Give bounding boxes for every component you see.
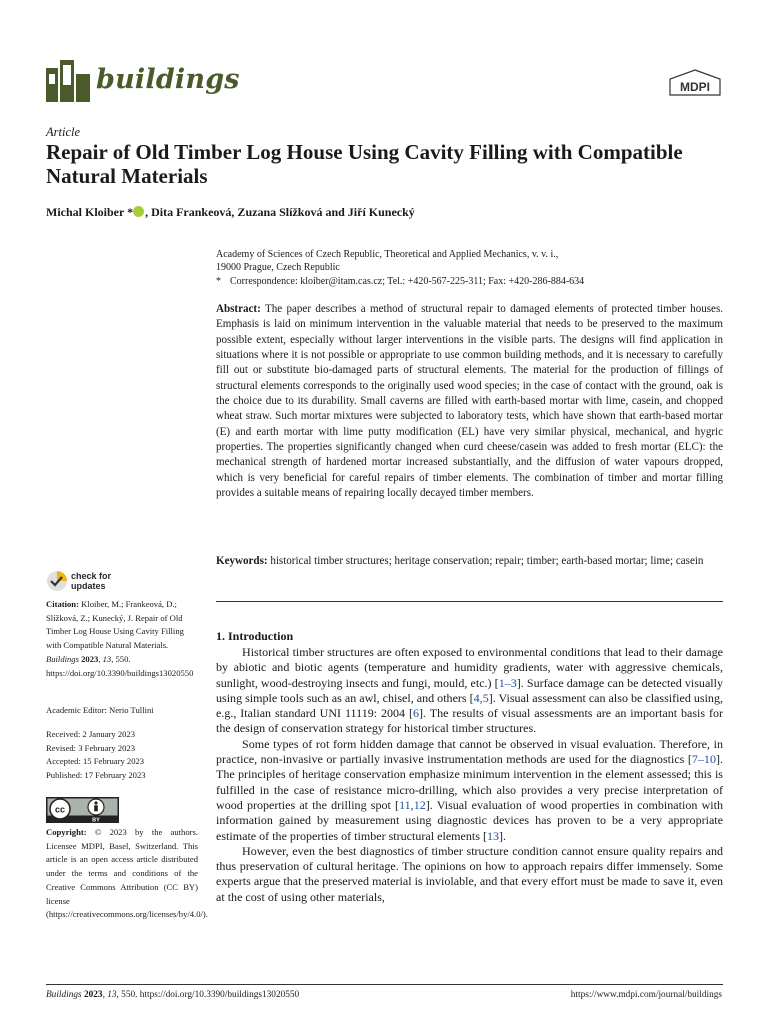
affiliation-block	[216, 248, 726, 288]
keywords-text: historical timber structures; heritage conservation; repair; timber; earth-based mortar; lime; casein	[270, 555, 704, 567]
intro-paragraph-2	[216, 737, 723, 844]
affiliation-line-2: 19000 Prague, Czech Republic	[216, 262, 340, 274]
date-revised: Revised: 3 February 2023	[46, 742, 136, 753]
footer-journal: Buildings	[46, 990, 82, 1000]
correspondence-line	[216, 275, 726, 288]
citation-link[interactable]: 11,12	[399, 797, 426, 812]
date-received: Received: 2 January 2023	[46, 729, 136, 739]
author-rest: , Dita Frankeová, Zuzana Slížková and Jiří Kunecký	[145, 205, 415, 219]
cc-by-license-icon[interactable]	[46, 797, 119, 823]
footer-journal-url[interactable]: https://www.mdpi.com/journal/buildings	[570, 990, 722, 1000]
article-title: Repair of Old Timber Log House Using Cavity Filling with Compatible Natural Materials	[46, 140, 683, 188]
keywords-label: Keywords:	[216, 555, 268, 567]
citation-text: Kloiber, M.; Frankeová, D.; Slížková, Z.; Kunecký, J. Repair of Old Timber Log House Using Cavity Filling with Compatible Natural Materials.	[46, 599, 184, 651]
citation-link[interactable]: 4,5	[473, 690, 489, 705]
corr-mark: *	[216, 275, 221, 287]
p2-text-d: ].	[499, 828, 507, 843]
citation-link[interactable]: 1–3	[498, 675, 517, 690]
check-updates-line-2: updates	[71, 581, 106, 591]
abstract	[216, 302, 723, 501]
citation-volume: 13	[102, 653, 112, 664]
introduction-section	[216, 629, 723, 905]
intro-paragraph-1	[216, 645, 723, 737]
introduction-body	[216, 645, 723, 905]
mdpi-logo-icon	[668, 69, 722, 97]
svg-text:cc: cc	[54, 804, 66, 815]
buildings-logo-icon	[46, 60, 90, 102]
p1-text-b: ]. Surface damage can be detected visually using simple tools such as an awl, chisel, and others [	[216, 675, 724, 705]
p2-text-a: Some types of rot form hidden damage that cannot be observed in visual evaluation. Therefore, in practice, non-invasive or partially invasive instrumentation methods are used for the diagnostics [	[216, 736, 723, 767]
p1-text-d: ]. The results of visual assessments are an important basis for the design of conservation strategy for historical timber structures.	[216, 706, 724, 736]
citation-journal: Buildings	[46, 653, 79, 664]
journal-header	[46, 60, 722, 106]
author-first: Michal Kloiber *	[46, 205, 134, 219]
footer-year: 2023	[83, 990, 103, 1000]
citation-block: Citation: Kloiber, M.; Frankeová, D.; Slížková, Z.; Kunecký, J. Repair of Old Timber Log House Using Cavity Filling with Compatible Natural Materials. Buildings 2023, 13, 550. https://doi.org/10.3390/buildings13020550	[46, 599, 194, 678]
check-for-updates-badge[interactable]	[46, 570, 166, 592]
intro-paragraph-3: However, even the best diagnostics of timber structure condition cannot ensure quality repairs and thus preservation of cultural heritage. The opinions on how to approach repairs differ immensely. Some experts argue that the preserved material is inviolable, and that every effort must be made to save it, even at the cost of using other materials,	[216, 843, 723, 904]
author-list	[46, 205, 726, 220]
p1-text-c: ]. Visual assessment can also be classified using, e.g., Italian standard UNI 11119: 2004 [	[216, 690, 723, 721]
journal-name: buildings	[96, 64, 240, 95]
citation-label: Citation:	[46, 599, 79, 609]
check-updates-text	[71, 571, 111, 591]
citation-link[interactable]: 13	[486, 828, 500, 843]
publication-dates	[46, 728, 198, 783]
mdpi-logo-text: MDPI	[680, 80, 710, 94]
abstract-text: The paper describes a method of structural repair to damaged elements of protected timber houses. Emphasis is laid on minimum intervention in the valuable material that needs to be preserved to the maximum possible extent, especially without larger interventions in the visible parts. The designs will find application in situations where it is not possible or appropriate to use common building methods, and it is necessary to carefully fill out or substitute bio-damaged parts of structural elements. The material for the production of fillings of structural elements corresponds to the originally used wood species; in the case of contact with the ground, oak is the choice due to its durability. Small caverns are filled with earth-based mortar with lime, casein, and chopped wheat straw. Such mortar mixtures were subjected to laboratory tests, which have shown that earth-based mortar (E) and earth mortar with lime putty modification (EL) have very similar physical, mechanical, and hygric properties. The properties significantly changed when curd cheese/casein was added to fresh mortar (ELC): the mechanical strength of hardened mortar increased substantially, and the diffusion of water vapours dropped, which is very beneficial for careful repairs of timber elements. The combination of timber and mortar filling provides a suitable means of repairing locally decayed timber members.	[216, 303, 724, 500]
cc-badge-text: BY	[92, 817, 100, 823]
abstract-label: Abstract:	[216, 303, 261, 315]
introduction-heading: 1. Introduction	[216, 629, 294, 643]
footer-doi[interactable]: , 550. https://doi.org/10.3390/buildings13020550	[116, 990, 300, 1000]
academic-editor: Academic Editor: Nerio Tullini	[46, 705, 154, 715]
citation-link[interactable]: 7–10	[691, 752, 716, 767]
copyright-text: © 2023 by the authors. Licensee MDPI, Basel, Switzerland. This article is an open access article distributed under the terms and conditions of the Creative Commons Attribution (CC BY) license (https://creativecommons.org/licenses/by/4.0/).	[46, 827, 208, 920]
date-published: Published: 17 February 2023	[46, 770, 146, 781]
footer-volume: 13	[107, 990, 117, 1000]
section-divider	[216, 601, 723, 602]
p2-text-c: ]. Visual evaluation of wood properties in combination with information gained by measurement using diagnostic devices has proven to be a very appropriate estimate of the properties of timber structural elements [	[216, 797, 723, 843]
citation-year: 2023	[81, 653, 99, 664]
check-updates-line-1: check for	[71, 571, 112, 581]
citation-link[interactable]: 6	[412, 706, 420, 721]
copyright-label: Copyright:	[46, 827, 87, 837]
copyright-notice	[46, 826, 208, 922]
correspondence-text: Correspondence: kloiber@itam.cas.cz; Tel.: +420-567-225-311; Fax: +420-286-884-634	[230, 275, 585, 287]
affiliation-line-1: Academy of Sciences of Czech Republic, Theoretical and Applied Mechanics, v. v. i.,	[216, 249, 559, 260]
footer-citation: Buildings 2023, 13, 550. https://doi.org/10.3390/buildings13020550	[46, 990, 300, 1000]
p2-text-b: ]. The principles of heritage conservation emphasize minimum intervention in the element assessed; this is fulfilled in the case of resistance micro-drilling, which also provides a very precise interpretation of wood properties at the drilling spot [	[216, 752, 723, 812]
citation-doi[interactable]: , 550. https://doi.org/10.3390/buildings13020550	[46, 653, 194, 678]
article-type: Article	[46, 125, 81, 139]
check-updates-icon	[46, 570, 68, 592]
footer-divider	[46, 984, 723, 985]
keywords	[216, 554, 723, 569]
p1-text-a: Historical timber structures are often exposed to environmental conditions that lead to their damage by abiotic and biotic agents (temperature and humidity gradients, water with aggressive chemicals, sunlight, wood-destroying insects and fungi, mould, etc.) [	[216, 645, 723, 690]
date-accepted: Accepted: 15 February 2023	[46, 756, 145, 767]
orcid-icon[interactable]	[133, 206, 144, 217]
